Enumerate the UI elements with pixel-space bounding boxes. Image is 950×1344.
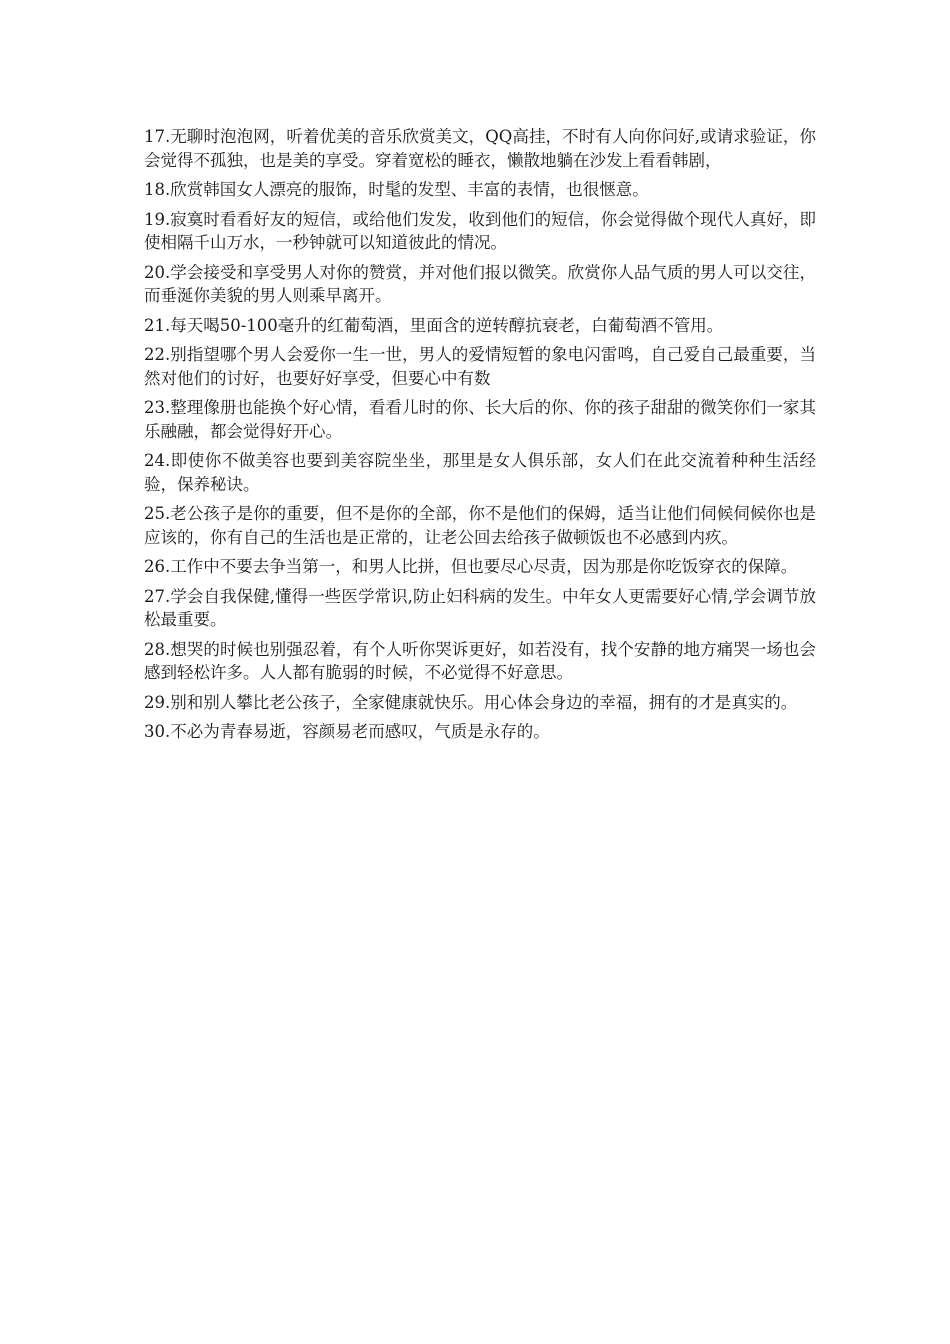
paragraph-26: 26.工作中不要去争当第一，和男人比拼，但也要尽心尽责，因为那是你吃饭穿衣的保障。 xyxy=(144,557,798,576)
paragraph-21: 21.每天喝50-100毫升的红葡萄酒，里面含的逆转醇抗衰老，白葡萄酒不管用。 xyxy=(144,315,724,335)
paragraph-23: 23.整理像册也能换个好心情，看看儿时的你、长大后的你、你的孩子甜甜的微笑你们一家其乐融融，都会觉得好开心。 xyxy=(144,398,816,441)
paragraph-28: 28.想哭的时候也别强忍着，有个人听你哭诉更好，如若没有，找个安静的地方痛哭一场也会感到轻松许多。人人都有脆弱的时候，不必觉得不好意思。 xyxy=(144,639,816,682)
document-body xyxy=(144,125,816,750)
paragraph-22: 22.别指望哪个男人会爱你一生一世，男人的爱情短暂的象电闪雷鸣，自己爱自己最重要，当然对他们的讨好，也要好好享受，但要心中有数 xyxy=(144,345,816,388)
paragraph-25: 25.老公孩子是你的重要，但不是你的全部，你不是他们的保姆，适当让他们伺候伺候你也是应该的，你有自己的生活也是正常的，让老公回去给孩子做顿饭也不必感到内疚。 xyxy=(144,504,816,547)
paragraph-24: 24.即使你不做美容也要到美容院坐坐，那里是女人俱乐部，女人们在此交流着种种生活经验，保养秘诀。 xyxy=(144,451,816,494)
paragraph-20: 20.学会接受和享受男人对你的赞赏，并对他们报以微笑。欣赏你人品气质的男人可以交往，而垂涎你美貌的男人则乘早离开。 xyxy=(144,262,816,305)
paragraph-19: 19.寂寞时看看好友的短信，或给他们发发，收到他们的短信，你会觉得做个现代人真好，即使相隔千山万水，一秒钟就可以知道彼此的情况。 xyxy=(144,209,816,252)
paragraph-18: 18.欣赏韩国女人漂亮的服饰，时髦的发型、丰富的表情，也很惬意。 xyxy=(144,180,649,199)
paragraph-17: 17.无聊时泡泡网，听着优美的音乐欣赏美文，QQ高挂，不时有人向你问好,或请求验证，你会觉得不孤独，也是美的享受。穿着宽松的睡衣，懒散地躺在沙发上看看韩剧， xyxy=(144,127,816,170)
paragraph-30: 30.不必为青春易逝，容颜易老而感叹，气质是永存的。 xyxy=(144,722,550,741)
paragraph-27: 27.学会自我保健,懂得一些医学常识,防止妇科病的发生。中年女人更需要好心情,学会调节放松最重要。 xyxy=(144,586,816,629)
paragraph-29: 29.别和别人攀比老公孩子，全家健康就快乐。用心体会身边的幸福，拥有的才是真实的。 xyxy=(144,692,798,712)
